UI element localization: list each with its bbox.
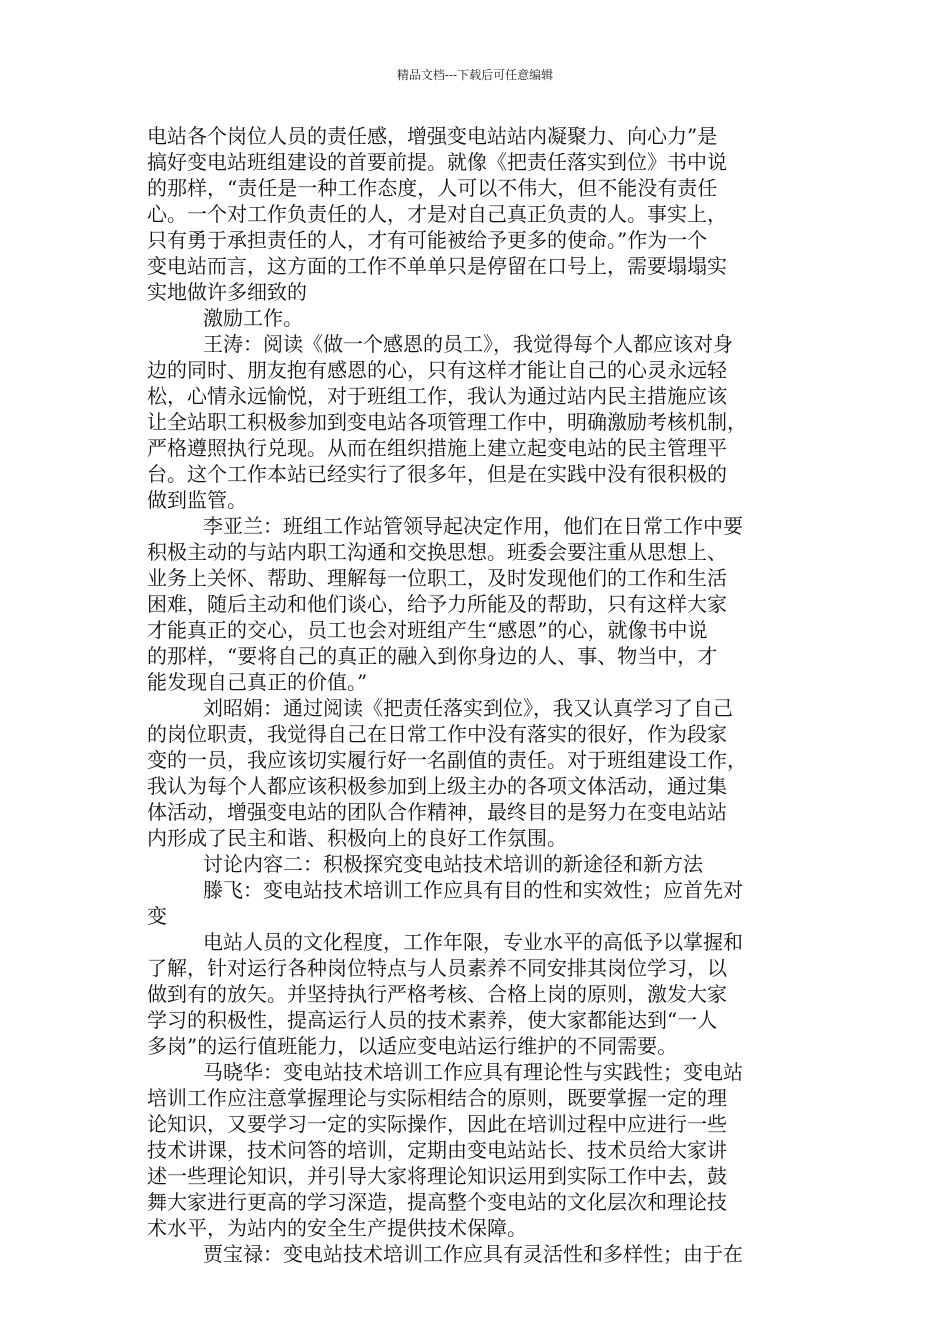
text-line: 我认为每个人都应该积极参加到上级主办的各项文体活动，通过集 [147, 774, 727, 798]
text-line: 舞大家进行更高的学习深造，提高整个变电站的文化层次和理论技 [147, 1190, 727, 1214]
text-line: 技术讲课，技术问答的培训，定期由变电站站长、技术员给大家讲 [147, 1138, 727, 1162]
text-line: 的那样，“要将自己的真正的融入到你身边的人、事、物当中，才 [147, 644, 718, 668]
text-line: 贾宝禄：变电站技术培训工作应具有灵活性和多样性；由于在 [203, 1242, 743, 1266]
text-line: 论知识，又要学习一定的实际操作，因此在培训过程中应进行一些 [147, 1112, 727, 1136]
text-line: 王涛：阅读《做一个感恩的员工》，我觉得每个人都应该对身 [203, 332, 733, 356]
text-line: 台。这个工作本站已经实行了很多年，但是在实践中没有很积极的 [147, 462, 727, 486]
text-line: 积极主动的与站内职工沟通和交换思想。班委会要注重从思想上、 [147, 540, 727, 564]
text-line: 松，心情永远愉悦，对于班组工作，我认为通过站内民主措施应该 [147, 384, 727, 408]
page-header: 精品文档---下载后可任意编辑 [396, 68, 554, 82]
text-line: 边的同时、朋友抱有感恩的心，只有这样才能让自己的心灵永远轻 [147, 358, 727, 382]
text-line: 变的一员，我应该切实履行好一名副值的责任。对于班组建设工作， [147, 748, 747, 772]
text-line: 让全站职工积极参加到变电站各项管理工作中，明确激励考核机制， [147, 410, 747, 434]
text-line: 做到有的放矢。并坚持执行严格考核、合格上岗的原则，激发大家 [147, 982, 727, 1006]
text-line: 电站人员的文化程度，工作年限，专业水平的高低予以掌握和 [203, 930, 743, 954]
text-line: 马晓华：变电站技术培训工作应具有理论性与实践性；变电站 [203, 1060, 743, 1084]
text-line: 能发现自己真正的价值。” [147, 670, 368, 694]
text-line: 刘昭娟：通过阅读《把责任落实到位》，我又认真学习了自己 [203, 696, 733, 720]
text-line: 电站各个岗位人员的责任感，增强变电站站内凝聚力、向心力”是 [147, 124, 718, 148]
text-line: 术水平，为站内的安全生产提供技术保障。 [147, 1216, 527, 1240]
text-line: 激励工作。 [203, 306, 303, 330]
text-line: 滕飞：变电站技术培训工作应具有目的性和实效性；应首先对 [203, 878, 743, 902]
text-line: 严格遵照执行兑现。从而在组织措施上建立起变电站的民主管理平 [147, 436, 727, 460]
text-line: 才能真正的交心，员工也会对班组产生“感恩”的心，就像书中说 [147, 618, 708, 642]
text-line: 实地做许多细致的 [147, 280, 307, 304]
text-line: 变电站而言，这方面的工作不单单只是停留在口号上，需要塌塌实 [147, 254, 727, 278]
text-line: 学习的积极性，提高运行人员的技术素养，使大家都能达到“一人 [147, 1008, 718, 1032]
text-line: 多岗”的运行值班能力，以适应变电站运行维护的不同需要。 [147, 1034, 678, 1058]
text-line: 的那样，“责任是一种工作态度，人可以不伟大，但不能没有责任 [147, 176, 718, 200]
text-line: 体活动，增强变电站的团队合作精神，最终目的是努力在变电站站 [147, 800, 727, 824]
text-line: 讨论内容二：积极探究变电站技术培训的新途径和新方法 [203, 852, 703, 876]
text-line: 业务上关怀、帮助、理解每一位职工，及时发现他们的工作和生活 [147, 566, 727, 590]
text-line: 内形成了民主和谐、积极向上的良好工作氛围。 [147, 826, 567, 850]
text-line: 只有勇于承担责任的人，才有可能被给予更多的使命。”作为一个 [147, 228, 708, 252]
text-line: 困难，随后主动和他们谈心，给予力所能及的帮助，只有这样大家 [147, 592, 727, 616]
text-line: 李亚兰：班组工作站管领导起决定作用，他们在日常工作中要 [203, 514, 743, 538]
text-line: 了解，针对运行各种岗位特点与人员素养不同安排其岗位学习，以 [147, 956, 727, 980]
text-line: 心。一个对工作负责任的人，才是对自己真正负责的人。事实上， [147, 202, 727, 226]
text-line: 变 [147, 904, 167, 928]
text-line: 搞好变电站班组建设的首要前提。就像《把责任落实到位》书中说 [147, 150, 727, 174]
text-line: 的岗位职责，我觉得自己在日常工作中没有落实的很好，作为段家 [147, 722, 727, 746]
text-line: 培训工作应注意掌握理论与实际相结合的原则，既要掌握一定的理 [147, 1086, 727, 1110]
text-line: 述一些理论知识，并引导大家将理论知识运用到实际工作中去，鼓 [147, 1164, 727, 1188]
text-line: 做到监管。 [147, 488, 247, 512]
